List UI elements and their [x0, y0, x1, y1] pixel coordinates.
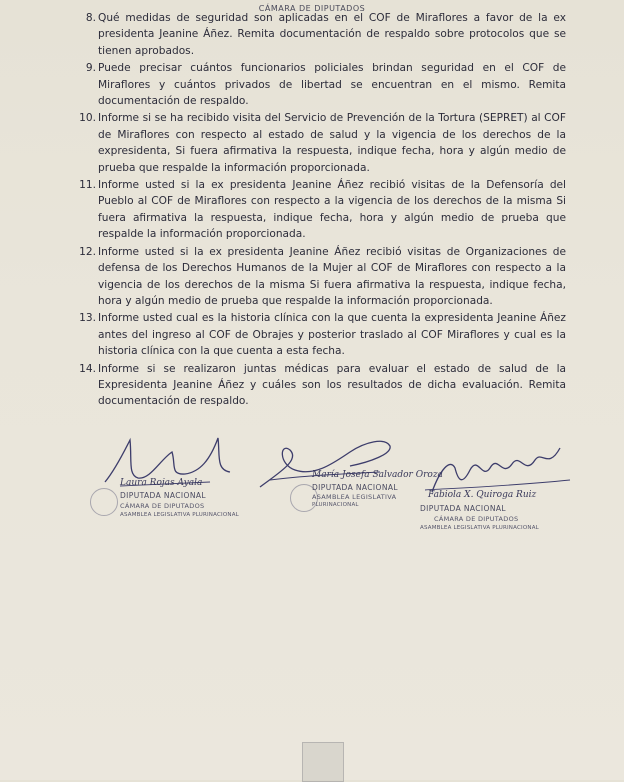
seal-icon	[90, 488, 118, 516]
signature-title: DIPUTADA NACIONAL	[120, 491, 206, 500]
signature-org: CÁMARA DE DIPUTADOS	[434, 515, 519, 523]
list-item	[74, 60, 566, 109]
signature-org: ASAMBLEA LEGISLATIVA	[312, 493, 397, 501]
signature-1	[90, 430, 240, 525]
item-text: Puede precisar cuántos funcionarios policiales brindan seguridad en el COF de Miraflores y cuántos privados de libertad se encuentran en el mismo. Remita documentación de respaldo.	[98, 62, 566, 108]
item-text: Informe usted si la ex presidenta Jeanine Áñez recibió visitas de la Defensoría del Pueblo al COF de Miraflores con respecto a la vigencia de los derechos de la misma Si fuera afirmativa la respuesta, indique fecha, hora y algún medio de prueba que respalde la información proporcionada.	[98, 179, 566, 241]
signature-2	[250, 432, 443, 527]
item-number: 10.	[79, 112, 96, 125]
item-text: Informe si se realizaron juntas médicas para evaluar el estado de salud de la Expresidenta Jeanine Áñez y cuáles son los resultados de dicha evaluación. Remita documentación de respaldo.	[98, 362, 566, 408]
item-number: 14.	[79, 362, 96, 375]
item-number: 13.	[79, 312, 96, 325]
signature-title: DIPUTADA NACIONAL	[420, 504, 506, 513]
page-header: CÁMARA DE DIPUTADOS	[258, 4, 366, 13]
signature-org2: ASAMBLEA LEGISLATIVA PLURINACIONAL	[120, 512, 239, 518]
item-text: Informe si se ha recibido visita del Servicio de Prevención de la Tortura (SEPRET) al COF de Miraflores con respecto al estado de salud y la vigencia de los derechos de la expresidenta, Si fuera afirmativa la respuesta, indique fecha, hora y algún medio de prueba que respalde la información proporcionada.	[98, 112, 566, 174]
footer-stamp-icon	[302, 742, 344, 782]
item-text: Qué medidas de seguridad son aplicadas en el COF de Miraflores a favor de la ex presidenta Jeanine Áñez. Remita documentación de respaldo sobre protocolos que se tienen aprobados.	[98, 12, 566, 57]
list-item	[74, 361, 566, 410]
signature-name: Laura Rojas Ayala	[120, 478, 203, 488]
item-number: 12.	[79, 245, 96, 258]
item-text: Informe usted cual es la historia clínica con la que cuenta la expresidenta Jeanine Áñez antes del ingreso al COF de Obrajes y posterior traslado al COF Miraflores y cual es la historia clínica con la que cuenta a esta fecha.	[98, 312, 566, 358]
signature-name: María Josefa Salvador Oroza	[312, 470, 443, 480]
list-item	[74, 110, 566, 176]
item-number: 8.	[85, 12, 96, 24]
item-number: 9.	[85, 62, 96, 75]
signature-3	[420, 440, 580, 545]
item-number: 11.	[79, 179, 96, 192]
signature-org: CÁMARA DE DIPUTADOS	[120, 502, 205, 510]
list-item	[74, 177, 566, 243]
signature-title: DIPUTADA NACIONAL	[312, 483, 398, 492]
question-list	[74, 10, 566, 411]
signature-name: Fabiola X. Quiroga Ruiz	[428, 490, 537, 500]
signature-org2: ASAMBLEA LEGISLATIVA PLURINACIONAL	[420, 525, 539, 531]
item-text: Informe usted si la ex presidenta Jeanine Áñez recibió visitas de Organizaciones de defensa de los Derechos Humanos de la Mujer al COF de Miraflores con respecto a la vigencia de los derechos de la misma Si fuera afirmativa la respuesta, indique fecha, hora y algún medio de prueba que respalde la información proporcionada.	[98, 245, 566, 307]
list-item	[74, 10, 566, 59]
signatures-block	[80, 430, 580, 550]
signature-org2: PLURINACIONAL	[312, 502, 359, 508]
list-item	[74, 310, 566, 359]
list-item	[74, 244, 566, 310]
